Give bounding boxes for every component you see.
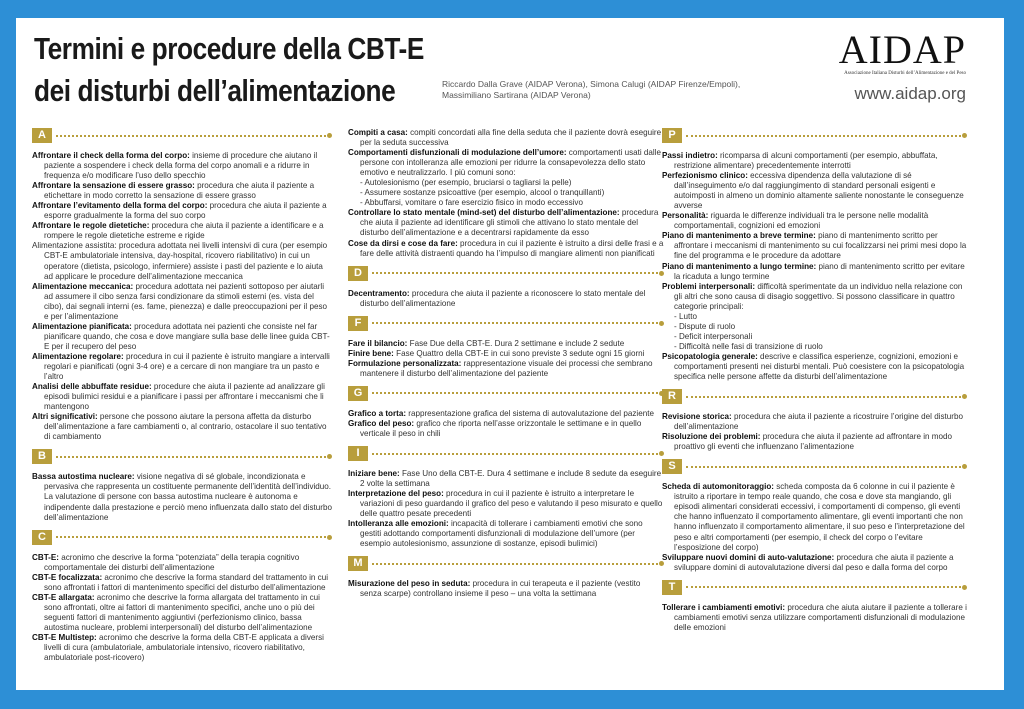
glossary-definition: grafico che riporta nell’asse orizzontale le settimane e in quello verticale il peso in chili [360,418,642,438]
glossary-entry [32,221,332,241]
glossary-term: Alimentazione pianificata: [32,321,132,331]
glossary-definition: rappresentazione visuale dei processi che sembrano mantenere il disturbo dell’alimentazione del paziente [360,358,653,378]
glossary-entry [348,489,664,519]
glossary-definition: riguarda le differenze individuali tra le persone nelle modalità comportamentali, cognizioni ed emozioni [674,211,929,231]
glossary-term: Passi indietro: [662,151,718,160]
section-header-d [348,266,664,281]
glossary-definition: - Assumere sostanze psicoattive (per esempio, alcool o tranquillanti) [360,188,605,198]
glossary-definition: procedura che aiuta aiutare il paziente a tollerare i cambiamenti emotivi senza utilizzare comportamenti disfunzionali di modulazione delle emozioni [674,602,967,632]
glossary-definition: procedure che aiuta il paziente ad analizzare gli episodi bulimici residui e a pianificare i passi per affrontare i meccanismi che li mantengono [44,382,325,412]
list-bullet-item [662,322,967,332]
glossary-definition: procedura che aiuta il paziente a ricostruire l’origine del disturbo dell’alimentazione [674,412,963,432]
glossary-term: Formulazione personalizzata: [348,358,462,368]
glossary-term: Misurazione del peso in seduta: [348,579,471,589]
dotted-divider [372,272,658,274]
section-header-p [662,128,967,143]
glossary-definition: acronimo che descrive la forma standard del trattamento in cui sono affrontati i fattori di mantenimento specifici del disturbo dell’alimentazione [44,572,328,592]
glossary-term: Intolleranza alle emozioni: [348,519,449,529]
glossary-term: CBT-E focalizzata: [32,572,103,582]
glossary-entry [32,412,332,442]
glossary-entry [348,339,664,349]
dotted-divider [56,536,326,538]
glossary-column-3 [662,128,967,633]
glossary-entry [32,322,332,352]
list-bullet-item [662,312,967,322]
title-line-2: dei disturbi dell’alimentazione [34,74,396,108]
glossary-definition: descrive e classifica esperienze, cognizioni, emozioni e comportamenti presenti nei disturbi mentali. Può coesistere con la psicopatologia specifica nelle persone affette da disturbi dell’alimentazione [674,351,965,382]
divider-end-dot [962,585,967,590]
glossary-definition: procedura che aiuta il paziente a etichettare in modo corretto la sensazione di essere grasso [44,181,315,201]
section-header-a [32,128,332,143]
glossary-term: Controllare lo stato mentale (mind-set) del disturbo dell’alimentazione: [348,208,620,218]
dotted-divider [372,453,658,455]
glossary-entry [348,128,664,148]
glossary-entry [348,409,664,419]
section-header-g [348,386,664,401]
section-letter-badge: P [662,128,682,143]
glossary-definition: acronimo che descrive la forma “potenziata” della terapia cognitivo comportamentale dei disturbi dell’alimentazione [44,552,300,572]
glossary-definition: rappresentazione grafica del sistema di autovalutazione del paziente [406,408,654,418]
glossary-entry [32,282,332,322]
glossary-entry [32,553,332,573]
authors [442,79,742,101]
glossary-entry [32,573,332,593]
section-letter-badge: A [32,128,52,143]
section-header-r [662,389,967,404]
glossary-entry [662,171,967,211]
glossary-definition: Fase Due della CBT-E. Dura 2 settimane e include 2 sedute [407,338,625,348]
glossary-term: Decentramento: [348,288,410,298]
glossary-definition: procedura che aiuta il paziente a identificare e a rompere le regole dietetiche estreme e rigide [44,221,324,241]
glossary-term: Finire bene: [348,348,394,358]
glossary-entry [32,633,332,663]
glossary-term: Alimentazione meccanica: [32,281,134,291]
glossary-term: Affrontare le regole dietetiche: [32,221,150,231]
glossary-term: Grafico del peso: [348,418,415,428]
glossary-term: Iniziare bene: [348,469,400,479]
glossary-entry [348,519,664,549]
section-letter-badge: C [32,530,52,545]
glossary-term: Psicopatologia generale: [662,351,758,361]
section-letter-badge: G [348,386,368,401]
divider-end-dot [962,133,967,138]
dotted-divider [372,392,658,394]
glossary-entry [662,151,967,171]
glossary-entry [662,231,967,261]
glossary-column-2 [348,128,664,600]
glossary-term: Revisione storica: [662,412,732,422]
glossary-term: Alimentazione regolare: [32,351,124,361]
section-letter-badge: D [348,266,368,281]
glossary-definition: persone che possono aiutare la persona affetta da disturbo dell’alimentazione a fare cambiamenti o, al contrario, ostacolare il suo tentativo di cambiamento [44,412,327,442]
divider-end-dot [327,454,332,459]
glossary-definition: procedura in cui il paziente è istruito a interpretare le variazioni di peso guardando il grafico del peso e valutando il peso misurato e quello delle quattro pesate precedenti [360,489,663,519]
glossary-definition: procedura che aiuta il paziente a esporre gradualmente la forma del suo corpo [44,201,327,221]
glossary-term: Affrontare il check della forma del corpo: [32,151,190,160]
glossary-definition: acronimo che descrive la forma della CBT-E applicata a diversi livelli di cura (ambulatoriale, ambulatoriale intensivo, ricovero riabilitativo, ambulatoriale post-ricovero) [44,632,324,663]
glossary-term: CBT-E allargata: [32,592,95,602]
glossary-definition: procedura che aiuta il paziente a riconoscere lo stato mentale del disturbo dell’alimentazione [360,288,646,308]
section-letter-badge: R [662,389,682,404]
authors-line-1: Riccardo Dalla Grave (AIDAP Verona), Simona Calugi (AIDAP Firenze/Empoli), [442,79,741,89]
glossary-entry [32,151,332,181]
glossary-entry [662,603,967,633]
glossary-term: Perfezionismo clinico: [662,171,748,181]
glossary-definition: difficoltà sperimentate da un individuo nella relazione con gli altri che sono causa di disagio soggettivo. Si possono classificare in quattro categorie principali: [674,281,963,311]
section-header-t [662,580,967,595]
glossary-definition: procedura che aiuta il paziente ad affrontare in modo proattivo gli eventi che influenzano l’alimentazione [674,432,953,452]
glossary-entry [32,593,332,633]
dotted-divider [686,586,961,588]
section-letter-badge: M [348,556,368,571]
glossary-definition: - Abbuffarsi, vomitare o fare esercizio fisico in modo eccessivo [360,198,583,208]
glossary-term: Fare il bilancio: [348,338,408,348]
title-line-1: Termini e procedure della CBT-E [34,32,424,66]
glossary-entry [662,482,967,552]
glossary-term: Scheda di automonitoraggio: [662,482,774,492]
glossary-term: Tollerare i cambiamenti emotivi: [662,602,786,612]
glossary-entry [348,349,664,359]
section-header-s [662,459,967,474]
glossary-term: Piano di mantenimento a lungo termine: [662,261,817,271]
glossary-entry [348,359,664,379]
glossary-term: CBT-E: [32,552,59,562]
glossary-term: Affrontare la sensazione di essere grasso: [32,181,195,191]
glossary-term: Risoluzione dei problemi: [662,432,761,442]
website-link[interactable]: www.aidap.org [854,84,966,103]
glossary-term: Altri significativi: [32,412,98,422]
glossary-definition: ricomparsa di alcuni comportamenti (per esempio, abbuffata, restrizione alimentare) precedentemente interrotti [674,151,938,171]
logo-subtitle: Associazione Italiana Disturbi dell’Alimentazione e del Peso [844,71,966,76]
section-letter-badge: B [32,449,52,464]
glossary-definition: Fase Quattro della CBT-E in cui sono previste 3 sedute ogni 15 giorni [393,348,645,358]
glossary-definition: procedura in cui terapeuta e il paziente (vestito senza scarpe) controllano insieme il peso – una volta la settimana [360,579,641,599]
glossary-definition: procedura in cui il paziente è istruito mangiare a intervalli regolari e pianificati (ogni 3-4 ore) e a cercare di non mangiare tra un pasto e l’altro [44,351,330,382]
list-bullet-item [348,188,664,198]
list-bullet-item [348,198,664,208]
section-letter-badge: S [662,459,682,474]
dotted-divider [56,456,326,458]
section-letter-badge: T [662,580,682,595]
glossary-entry [348,208,664,238]
glossary-entry [348,469,664,489]
glossary-definition: - Difficoltà nelle fasi di transizione di ruolo [674,341,823,351]
glossary-definition: - Deficit interpersonali [674,331,753,341]
page-title [34,28,424,112]
glossary-entry [32,241,332,281]
list-bullet-item [348,178,664,188]
glossary-definition: visione negativa di sé globale, incondizionata e pervasiva che rappresenta un costituente permanente dell’identità dell’individuo. La valutazione di persone con bassa autostima nucleare è autonoma e indipendente dalla prestazione e perciò meno influenzata dallo stato del disturbo dell’alimentazione [44,472,332,522]
dotted-divider [686,135,961,137]
glossary-entry [32,352,332,382]
glossary-term: Piano di mantenimento a breve termine: [662,231,816,241]
divider-end-dot [327,535,332,540]
glossary-entry [348,148,664,178]
glossary-entry [662,352,967,382]
glossary-entry [662,432,967,452]
glossary-term: Analisi delle abbuffate residue: [32,382,152,392]
glossary-term: Cose da dirsi e cose da fare: [348,238,458,248]
glossary-definition: acronimo che descrive la forma allargata del trattamento in cui sono affrontati, oltre ai fattori di mantenimento specifici, anche uno o più dei seguenti fattori di mantenimento aggiuntivi (perfezionismo clinico, bassa autostima nucleare, problemi interpersonali) del disturbo dell’alimentazione [44,592,320,632]
section-letter-badge: F [348,316,368,331]
glossary-entry [348,289,664,309]
glossary-term: Affrontare l’evitamento della forma del corpo: [32,201,208,211]
section-header-c [32,530,332,545]
glossary-term: Comportamenti disfunzionali di modulazione dell’umore: [348,148,567,158]
glossary-entry [32,472,332,522]
glossary-definition: procedura che aiuta il paziente ad identificare gli stimoli che attivano lo stato mentale del disturbo dell’alimentazione e a decentrarsi rapidamente da esso [360,208,659,238]
glossary-entry [662,553,967,573]
divider-end-dot [327,133,332,138]
glossary-definition: - Dispute di ruolo [674,321,736,331]
glossary-definition: Fase Uno della CBT-E. Dura 4 settimane e include 8 sedute da eseguire 2 volte la settimana [360,469,662,489]
glossary-definition: - Autolesionismo (per esempio, bruciarsi o tagliarsi la pelle) [360,178,572,188]
glossary-entry [348,419,664,439]
glossary-entry [348,239,664,259]
glossary-definition: procedura che aiuta il paziente a sviluppare domini di autovalutazione diversi dal peso e dalla forma del corpo [674,552,954,572]
glossary-entry [662,211,967,231]
glossary-definition: compiti concordati alla fine della seduta che il paziente dovrà eseguire per la seduta successiva [360,128,662,148]
glossary-entry [662,262,967,282]
dotted-divider [372,563,658,565]
glossary-definition: scheda composta da 6 colonne in cui il paziente è istruito a riportare in tempo reale quando, che cosa e dove sta mangiando, gli episodi alimentari considerati eccessivi, i comportamenti di compenso, gli eventi che hanno influenzato il comportamento alimentare, gli eventi importanti che non hanno influenzato il comportamento alimentare, il suo peso e l’interpretazione del peso e altri comportamenti (per esempio, il check del corpo o l’evitare l’esposizione del corpo) [674,482,965,552]
glossary-definition: insieme di procedure che aiutano il paziente a sospendere i check della forma del corpo anomali e a ridurre in frequenza e/o modificare l’uso dello specchio [44,151,318,181]
dotted-divider [56,135,326,137]
glossary-definition: piano di mantenimento scritto per evitare la ricaduta a lungo termine [674,261,965,281]
list-bullet-item [662,342,967,352]
section-header-f [348,316,664,331]
dotted-divider [686,466,961,468]
glossary-column-1 [32,128,332,663]
glossary-term: Personalità: [662,211,709,221]
glossary-definition: - Lutto [674,311,697,321]
divider-end-dot [962,464,967,469]
authors-line-2: Massimiliano Sartirana (AIDAP Verona) [442,90,591,100]
logo-mark: AIDAP [838,27,966,72]
glossary-definition: piano di mantenimento scritto per affrontare i meccanismi di mantenimento su cui focalizzarsi nei primi mesi dopo la fine del programma e le procedure da adottare [674,231,967,261]
glossary-definition: procedura adottata nei pazienti sottoposo per aiutarli ad assumere il cibo senza farsi condizionare da stimoli esterni (es. vista del cibo), dai segnali interni (es. fame, pienezza) e dalle preoccupazioni per il peso e per l’alimentazione [44,281,327,321]
glossary-definition: comportamenti usati dalle persone con intolleranza alle emozioni per ridurre la consapevolezza dello stato emotivo e neutralizzarlo. I più comuni sono: [360,148,662,178]
divider-end-dot [962,394,967,399]
list-bullet-item [662,332,967,342]
dotted-divider [686,396,961,398]
glossary-term: CBT-E Multistep: [32,632,97,642]
dotted-divider [372,322,658,324]
glossary-definition: incapacità di tollerare i cambiamenti emotivi che sono gestiti adottando comportamenti disfunzionali di modulazione dell’umore (per esempio autolesionismo, assunzione di sostanze, episodi bulimici) [360,519,643,549]
aidap-logo [826,27,966,104]
glossary-term: Compiti a casa: [348,128,408,137]
section-header-b [32,449,332,464]
glossary-entry [662,282,967,312]
glossary-term: Sviluppare nuovi domini di auto-valutazione: [662,552,835,562]
glossary-definition: procedura in cui il paziente è istruito a dirsi delle frasi e a fare delle attività distraenti quando ha l’impulso di mangiare alimenti non pianificati [360,238,664,258]
glossary-term: Grafico a torta: [348,408,407,418]
glossary-entry [348,579,664,599]
section-header-m [348,556,664,571]
glossary-entry [32,181,332,201]
glossary-entry [32,201,332,221]
glossary-definition: procedura adottata nei pazienti che consiste nel far pianificare quando, che cosa e dove mangiare sulla base delle linee guida CBT-E per il recupero del peso [44,321,330,351]
glossary-entry [32,382,332,412]
section-letter-badge: I [348,446,368,461]
glossary-term: Interpretazione del peso: [348,489,444,499]
glossary-entry [662,412,967,432]
glossary-definition: eccessiva dipendenza della valutazione di sé dall’inseguimento e/o dal raggiungimento di standard personali esigenti e autoimposti in almeno un dominio altamente saliente nonostante le conseguenze avverse [674,171,964,211]
glossary-definition: Alimentazione assistita: procedura adottata nei livelli intensivi di cura (per esempio CBT-E ambulatoriale intensiva, day-hospital, ricovero riabilitativo) in cui un operatore (dietista, psicologo, infermiere) assiste i pasti del paziente e lo aiuta ad applicare le procedure dell’alimentazione meccanica [32,241,328,281]
glossary-term: Problemi interpersonali: [662,281,756,291]
glossary-term: Bassa autostima nucleare: [32,472,135,482]
section-header-i [348,446,664,461]
